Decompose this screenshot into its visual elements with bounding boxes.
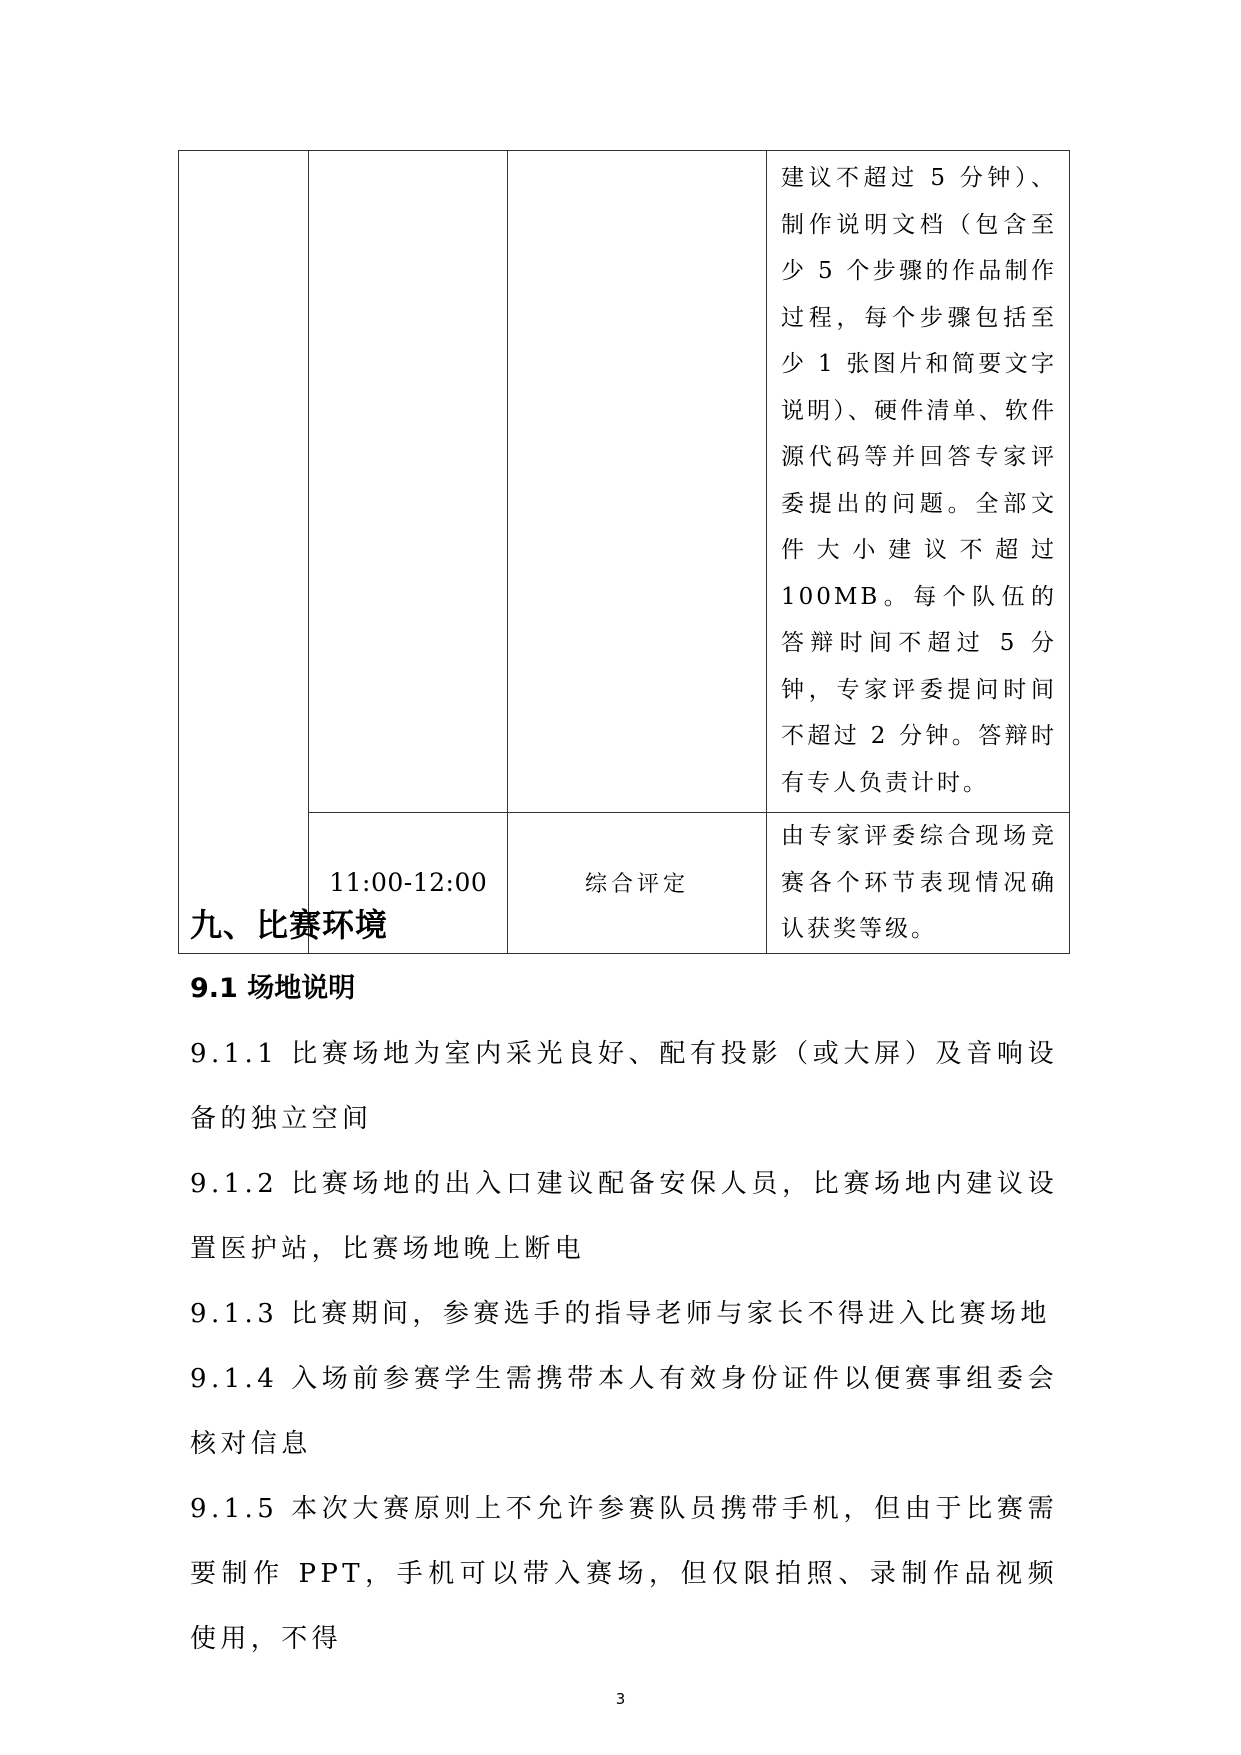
table-cell-merged-category — [179, 151, 309, 954]
table-cell-description — [766, 813, 1069, 954]
table-cell-item-empty — [508, 151, 767, 813]
time-text: 11:00-12:00 — [329, 868, 488, 898]
schedule-table — [178, 150, 1070, 954]
subsection-heading: 9.1 场地说明 — [190, 973, 356, 1004]
table-cell-item — [508, 813, 767, 954]
paragraph-9-1-4: 9.1.4 入场前参赛学生需携带本人有效身份证件以便赛事组委会核对信息 — [190, 1364, 1058, 1459]
description-text: 由专家评委综合现场竞赛各个环节表现情况确认获奖等级。 — [780, 823, 1057, 942]
paragraph-9-1-3: 9.1.3 比赛期间，参赛选手的指导老师与家长不得进入比赛场地 — [190, 1299, 1051, 1329]
paragraph-9-1-1: 9.1.1 比赛场地为室内采光良好、配有投影（或大屏）及音响设备的独立空间 — [190, 1039, 1058, 1134]
paragraph-9-1-5: 9.1.5 本次大赛原则上不允许参赛队员携带手机，但由于比赛需要制作 PPT，手机可以带入赛场，但仅限拍照、录制作品视频使用，不得 — [190, 1494, 1058, 1654]
item-text: 综合评定 — [585, 872, 690, 898]
table-row — [179, 151, 1070, 813]
body-text — [190, 1022, 1058, 1672]
description-text: 建议不超过 5 分钟）、制作说明文档（包含至少 5 个步骤的作品制作过程，每个步骤包括至少 1 张图片和简要文字说明）、硬件清单、软件源代码等并回答专家评委提出的问题。全部文件大小建议不超过 100MB。每个队伍的答辩时间不超过 5 分钟，专家评委提问时间不超过 2 分钟。答辩时有专人负责计时。 — [780, 165, 1057, 796]
section-heading: 九、比赛环境 — [190, 906, 389, 944]
page-number: 3 — [615, 1690, 626, 1708]
paragraph-9-1-2: 9.1.2 比赛场地的出入口建议配备安保人员，比赛场地内建议设置医护站，比赛场地晚上断电 — [190, 1169, 1058, 1264]
table-cell-description — [766, 151, 1069, 813]
table-cell-time-empty — [309, 151, 508, 813]
